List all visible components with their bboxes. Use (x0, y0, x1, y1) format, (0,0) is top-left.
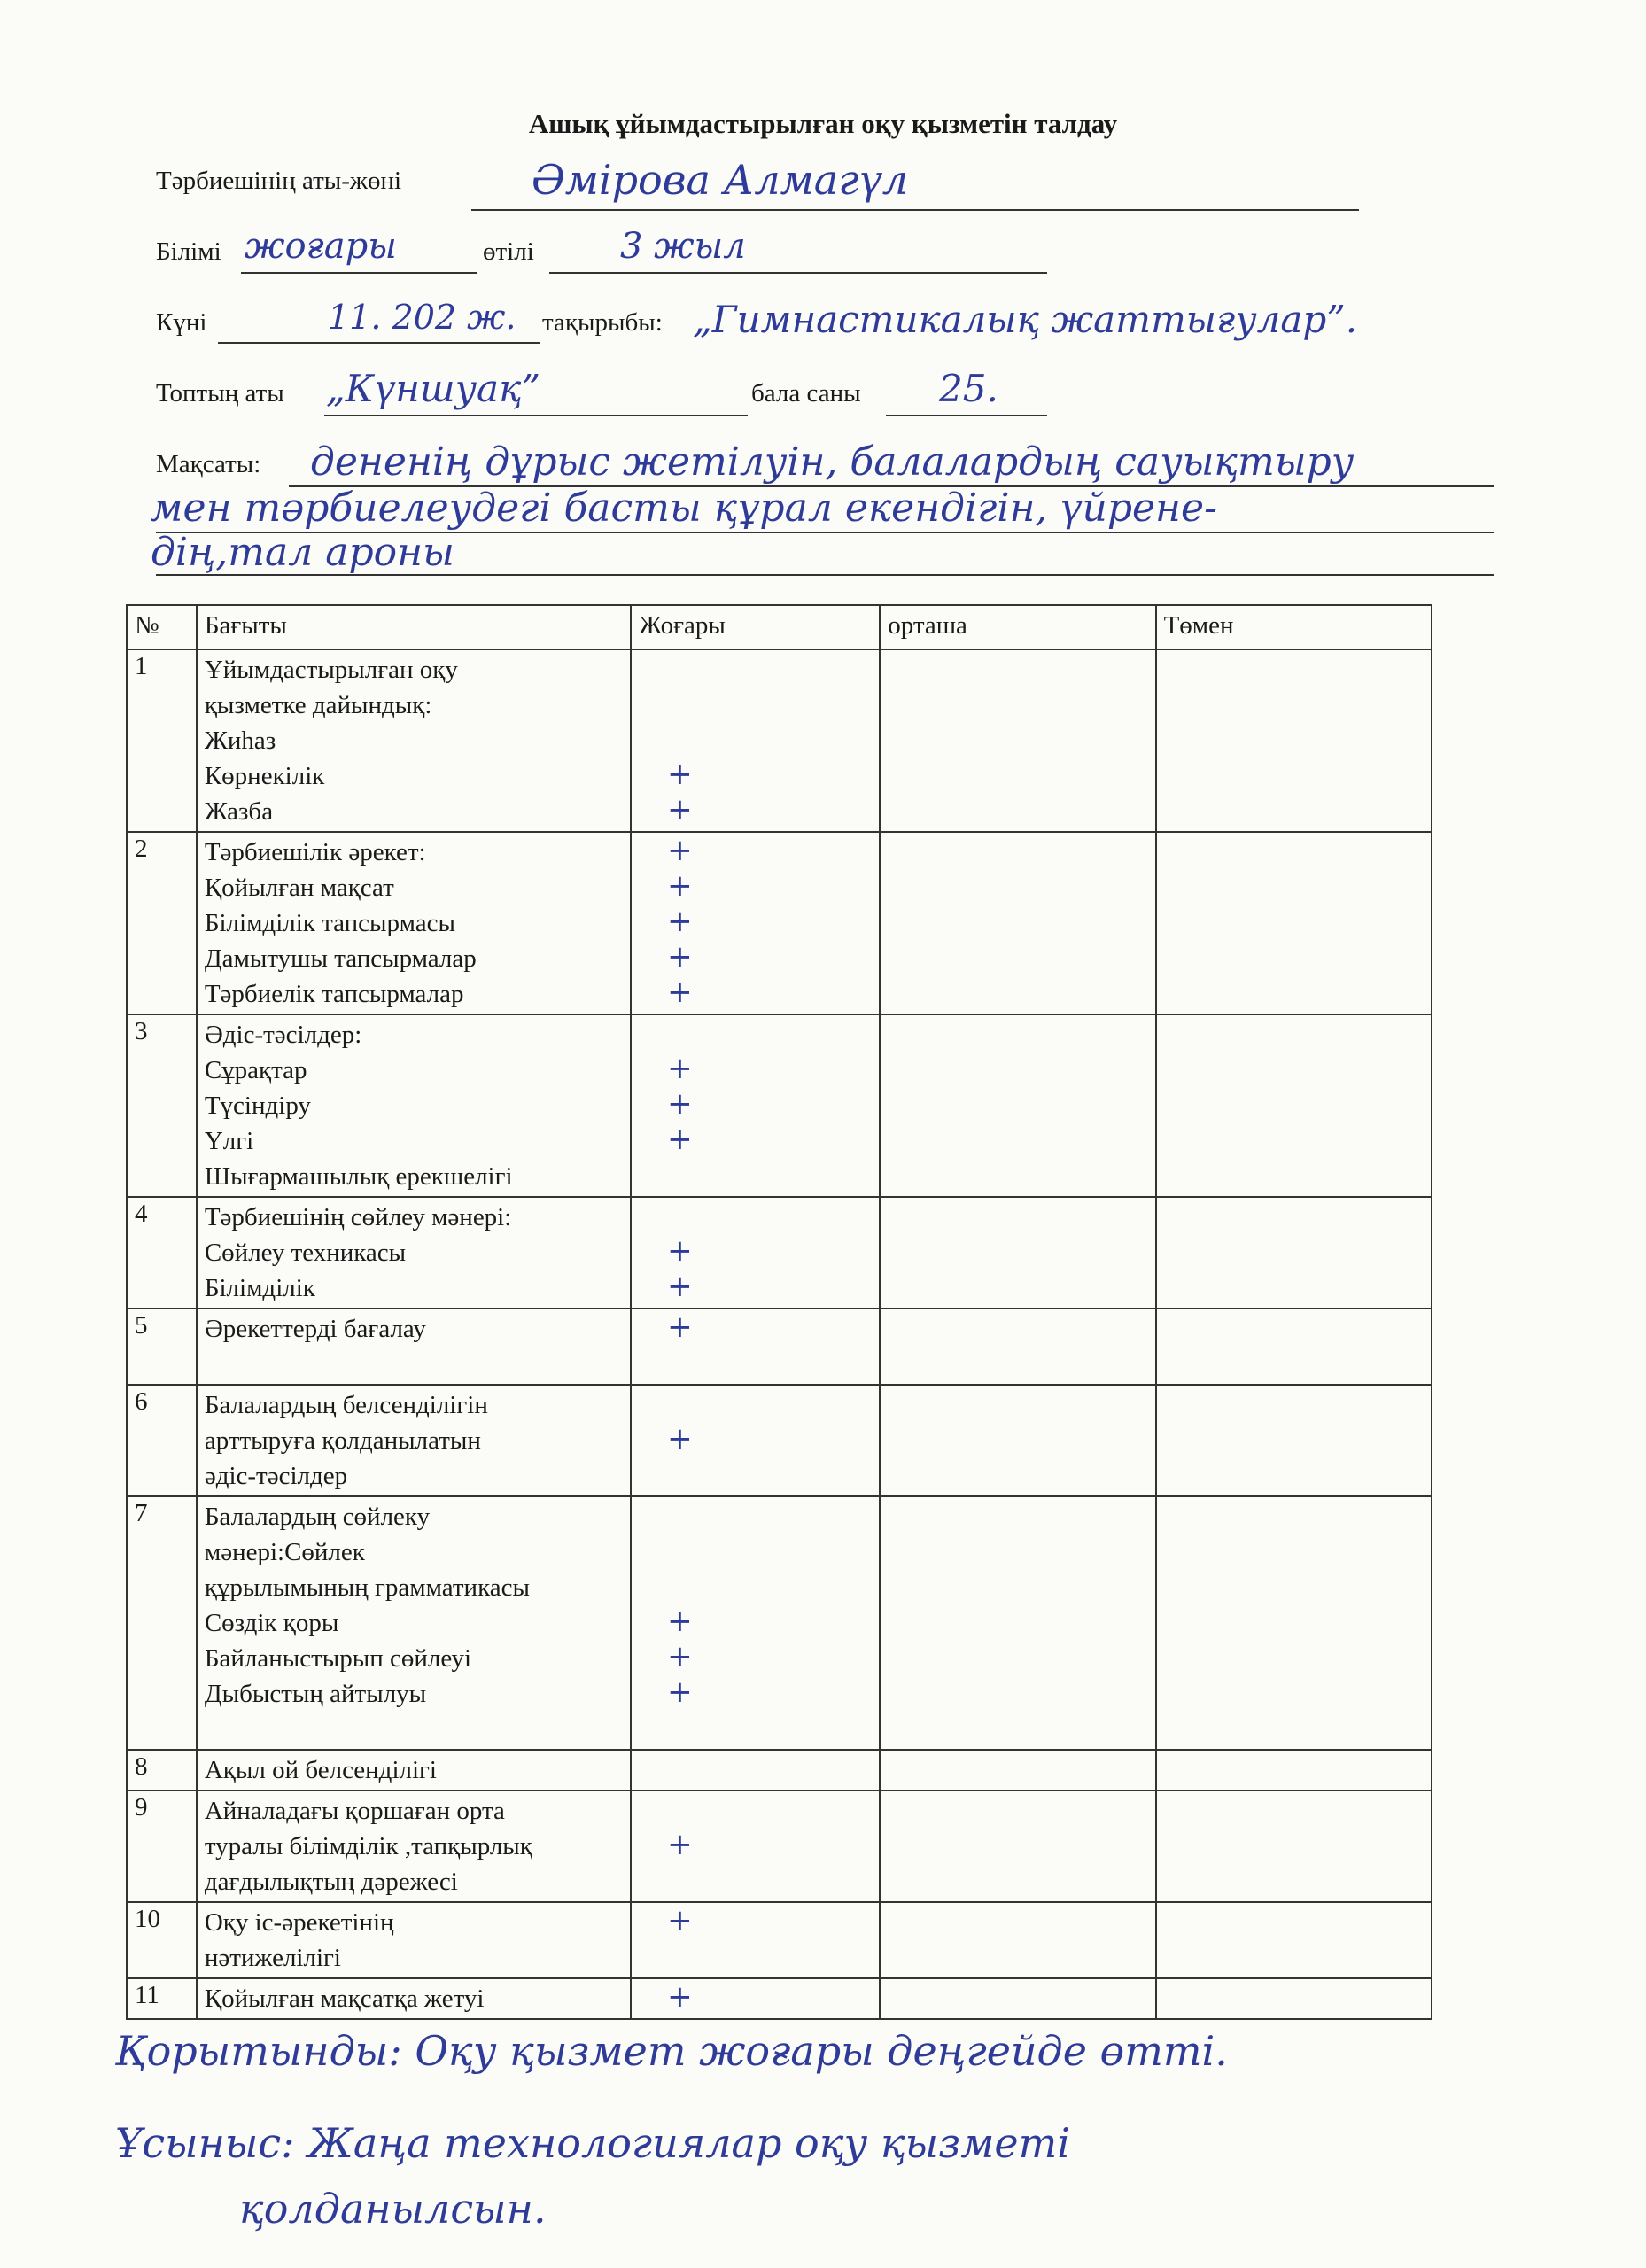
check-mark: + (667, 1903, 693, 1938)
row-number: 8 (127, 1750, 197, 1790)
table-row (127, 1750, 1432, 1790)
row-direction (197, 1014, 631, 1197)
topic-value: „Гимнастикалық жаттығулар”. (693, 298, 1358, 341)
direction-line: Әрекеттерді бағалау (204, 1315, 426, 1343)
direction-line: Сөйлеу техникасы (204, 1239, 407, 1267)
check-mark: + (667, 1421, 693, 1456)
direction-line: Ақыл ой белсенділігі (204, 1756, 437, 1784)
teacher-value: Әмірова Алмагүл (532, 156, 909, 204)
check-mark: + (667, 939, 693, 975)
education-line (241, 272, 477, 274)
direction-line: Дамытушы тапсырмалар (204, 944, 477, 973)
row-number: 2 (127, 832, 197, 1014)
cell-medium (880, 649, 1155, 832)
row-direction (197, 1385, 631, 1496)
cell-medium (880, 1014, 1155, 1197)
direction-line: Тәрбиешілік әрекет: (204, 838, 426, 866)
direction-line: құрылымының грамматикасы (204, 1573, 530, 1602)
cell-high (631, 1978, 880, 2019)
direction-line: әдіс-тәсілдер (204, 1462, 348, 1490)
count-line (886, 415, 1047, 416)
direction-line: қызметке дайындық: (204, 691, 432, 719)
direction-line: дағдылықтың дәрежесі (204, 1868, 458, 1896)
cell-high (631, 1309, 880, 1385)
direction-line: туралы білімділік ,тапқырлық (204, 1832, 532, 1860)
cell-high (631, 649, 880, 832)
direction-line: Балалардың белсенділігін (204, 1391, 488, 1419)
cell-medium (880, 1902, 1155, 1978)
teacher-label: Тәрбиешінің аты-жөні (156, 167, 402, 195)
cell-low (1156, 832, 1432, 1014)
group-line (324, 415, 748, 416)
row-direction (197, 1197, 631, 1309)
date-label: Күні (156, 308, 207, 337)
row-number: 6 (127, 1385, 197, 1496)
experience-value: 3 жыл (620, 226, 746, 267)
recommendation-text: Ұсыныс: Жаңа технологиялар оқу қызметі (115, 2119, 1070, 2167)
row-direction (197, 1790, 631, 1902)
direction-line: арттыруға қолданылатын (204, 1426, 481, 1455)
row-number: 11 (127, 1978, 197, 2019)
cell-low (1156, 1902, 1432, 1978)
count-value: 25. (939, 367, 998, 410)
direction-line: Тәрбиешінің сөйлеу мәнері: (204, 1203, 512, 1231)
cell-low (1156, 1790, 1432, 1902)
cell-high (631, 1014, 880, 1197)
count-label: бала саны (751, 379, 861, 408)
table-header-row (127, 605, 1432, 649)
check-mark: + (667, 1086, 693, 1122)
check-mark: + (667, 1233, 693, 1269)
date-value: 11. 202 ж. (328, 298, 516, 337)
table-row (127, 1496, 1432, 1750)
direction-line: Байланыстырып сөйлеуі (204, 1644, 472, 1673)
header-direction: Бағыты (197, 605, 631, 649)
cell-high (631, 1790, 880, 1902)
education-label: Білімі (156, 237, 221, 266)
direction-line (205, 1712, 623, 1747)
cell-low (1156, 1385, 1432, 1496)
cell-high (631, 1902, 880, 1978)
direction-line: Ұйымдастырылған оқу (204, 656, 458, 684)
cell-high (631, 1197, 880, 1309)
cell-high (631, 1750, 880, 1790)
cell-low (1156, 1014, 1432, 1197)
direction-line: Қойылған мақсат (204, 874, 394, 902)
direction-line: Оқу іс-әрекетінің (204, 1908, 394, 1937)
row-number: 4 (127, 1197, 197, 1309)
cell-high (631, 832, 880, 1014)
row-direction (197, 1750, 631, 1790)
check-mark: + (667, 1979, 693, 2015)
experience-label: өтілі (483, 237, 534, 266)
direction-line: Білімділік тапсырмасы (204, 909, 455, 937)
group-value: „Күншуақ” (326, 367, 540, 410)
cell-medium (880, 1750, 1155, 1790)
cell-low (1156, 1978, 1432, 2019)
row-number: 3 (127, 1014, 197, 1197)
table-body (127, 649, 1432, 2019)
direction-line: мәнері:Сөйлек (204, 1538, 365, 1566)
direction-line (205, 1347, 623, 1382)
row-number: 7 (127, 1496, 197, 1750)
education-value: жоғары (245, 226, 397, 267)
goal-text-3: дің,тал ароны (151, 530, 454, 575)
direction-line: Қойылған мақсатқа жетуі (204, 1984, 485, 2013)
goal-label: Мақсаты: (156, 450, 261, 478)
direction-line: Шығармашылық ерекшелігі (204, 1162, 513, 1191)
header-high: Жоғары (631, 605, 880, 649)
check-mark: + (667, 904, 693, 939)
check-mark: + (667, 1269, 693, 1304)
direction-line: Көрнекілік (204, 762, 325, 790)
conclusion-text: Қорытынды: Оқу қызмет жоғары деңгейде өтті. (115, 2027, 1228, 2075)
table-row (127, 649, 1432, 832)
row-number: 10 (127, 1902, 197, 1978)
row-direction (197, 1902, 631, 1978)
direction-line: Айналадағы қоршаған орта (204, 1797, 505, 1825)
header-low: Төмен (1156, 605, 1432, 649)
cell-low (1156, 1496, 1432, 1750)
cell-low (1156, 1309, 1432, 1385)
recommendation-text-cont: қолданылсын. (239, 2185, 547, 2233)
direction-line: Тәрбиелік тапсырмалар (204, 980, 464, 1008)
date-line (218, 342, 540, 344)
check-mark: + (667, 868, 693, 904)
experience-line (549, 272, 1047, 274)
table-row (127, 832, 1432, 1014)
table-row (127, 1014, 1432, 1197)
header-medium: орташа (880, 605, 1155, 649)
cell-low (1156, 649, 1432, 832)
topic-label: тақырыбы: (542, 308, 663, 337)
document-title: Ашық ұйымдастырылған оқу қызметін талдау (528, 108, 1118, 139)
table-row (127, 1902, 1432, 1978)
check-mark: + (667, 1051, 693, 1086)
header-number: № (127, 605, 197, 649)
direction-line: нәтижелілігі (204, 1944, 341, 1972)
row-number: 1 (127, 649, 197, 832)
row-direction (197, 1978, 631, 2019)
row-direction (197, 1309, 631, 1385)
check-mark: + (667, 833, 693, 868)
group-label: Топтың аты (156, 379, 284, 408)
evaluation-table (126, 604, 1432, 2020)
cell-high (631, 1385, 880, 1496)
direction-line: Балалардың сөйлеку (204, 1503, 431, 1531)
table-row (127, 1385, 1432, 1496)
table-row (127, 1790, 1432, 1902)
direction-line: Әдіс-тәсілдер: (204, 1021, 362, 1049)
direction-line: Түсіндіру (204, 1091, 311, 1120)
cell-medium (880, 1496, 1155, 1750)
cell-medium (880, 1309, 1155, 1385)
cell-medium (880, 832, 1155, 1014)
cell-medium (880, 1385, 1155, 1496)
goal-text-2: мен тәрбиелеудегі басты құрал екендігін, үйрене- (151, 485, 1217, 531)
check-mark: + (667, 1674, 693, 1710)
check-mark: + (667, 1122, 693, 1157)
check-mark: + (667, 1827, 693, 1862)
direction-line: Дыбыстың айтылуы (204, 1680, 427, 1708)
cell-medium (880, 1197, 1155, 1309)
check-mark: + (667, 1604, 693, 1639)
direction-line: Үлгі (204, 1127, 254, 1155)
check-mark: + (667, 757, 693, 792)
direction-line: Сұрақтар (204, 1056, 307, 1084)
table-row (127, 1197, 1432, 1309)
direction-line: Сөздік қоры (204, 1609, 339, 1637)
cell-high (631, 1496, 880, 1750)
row-direction (197, 832, 631, 1014)
direction-line: Жиһаз (204, 726, 276, 755)
direction-line: Білімділік (204, 1274, 315, 1302)
check-mark: + (667, 975, 693, 1010)
cell-medium (880, 1790, 1155, 1902)
goal-text-1: дененің дұрыс жетілуін, балалардың сауықтыру (310, 439, 1355, 485)
row-direction (197, 649, 631, 832)
cell-low (1156, 1750, 1432, 1790)
row-direction (197, 1496, 631, 1750)
cell-low (1156, 1197, 1432, 1309)
table-row (127, 1978, 1432, 2019)
teacher-line (471, 209, 1359, 211)
cell-medium (880, 1978, 1155, 2019)
direction-line: Жазба (204, 797, 274, 826)
check-mark: + (667, 1639, 693, 1674)
row-number: 9 (127, 1790, 197, 1902)
check-mark: + (667, 792, 693, 827)
table-row (127, 1309, 1432, 1385)
row-number: 5 (127, 1309, 197, 1385)
check-mark: + (667, 1309, 693, 1345)
